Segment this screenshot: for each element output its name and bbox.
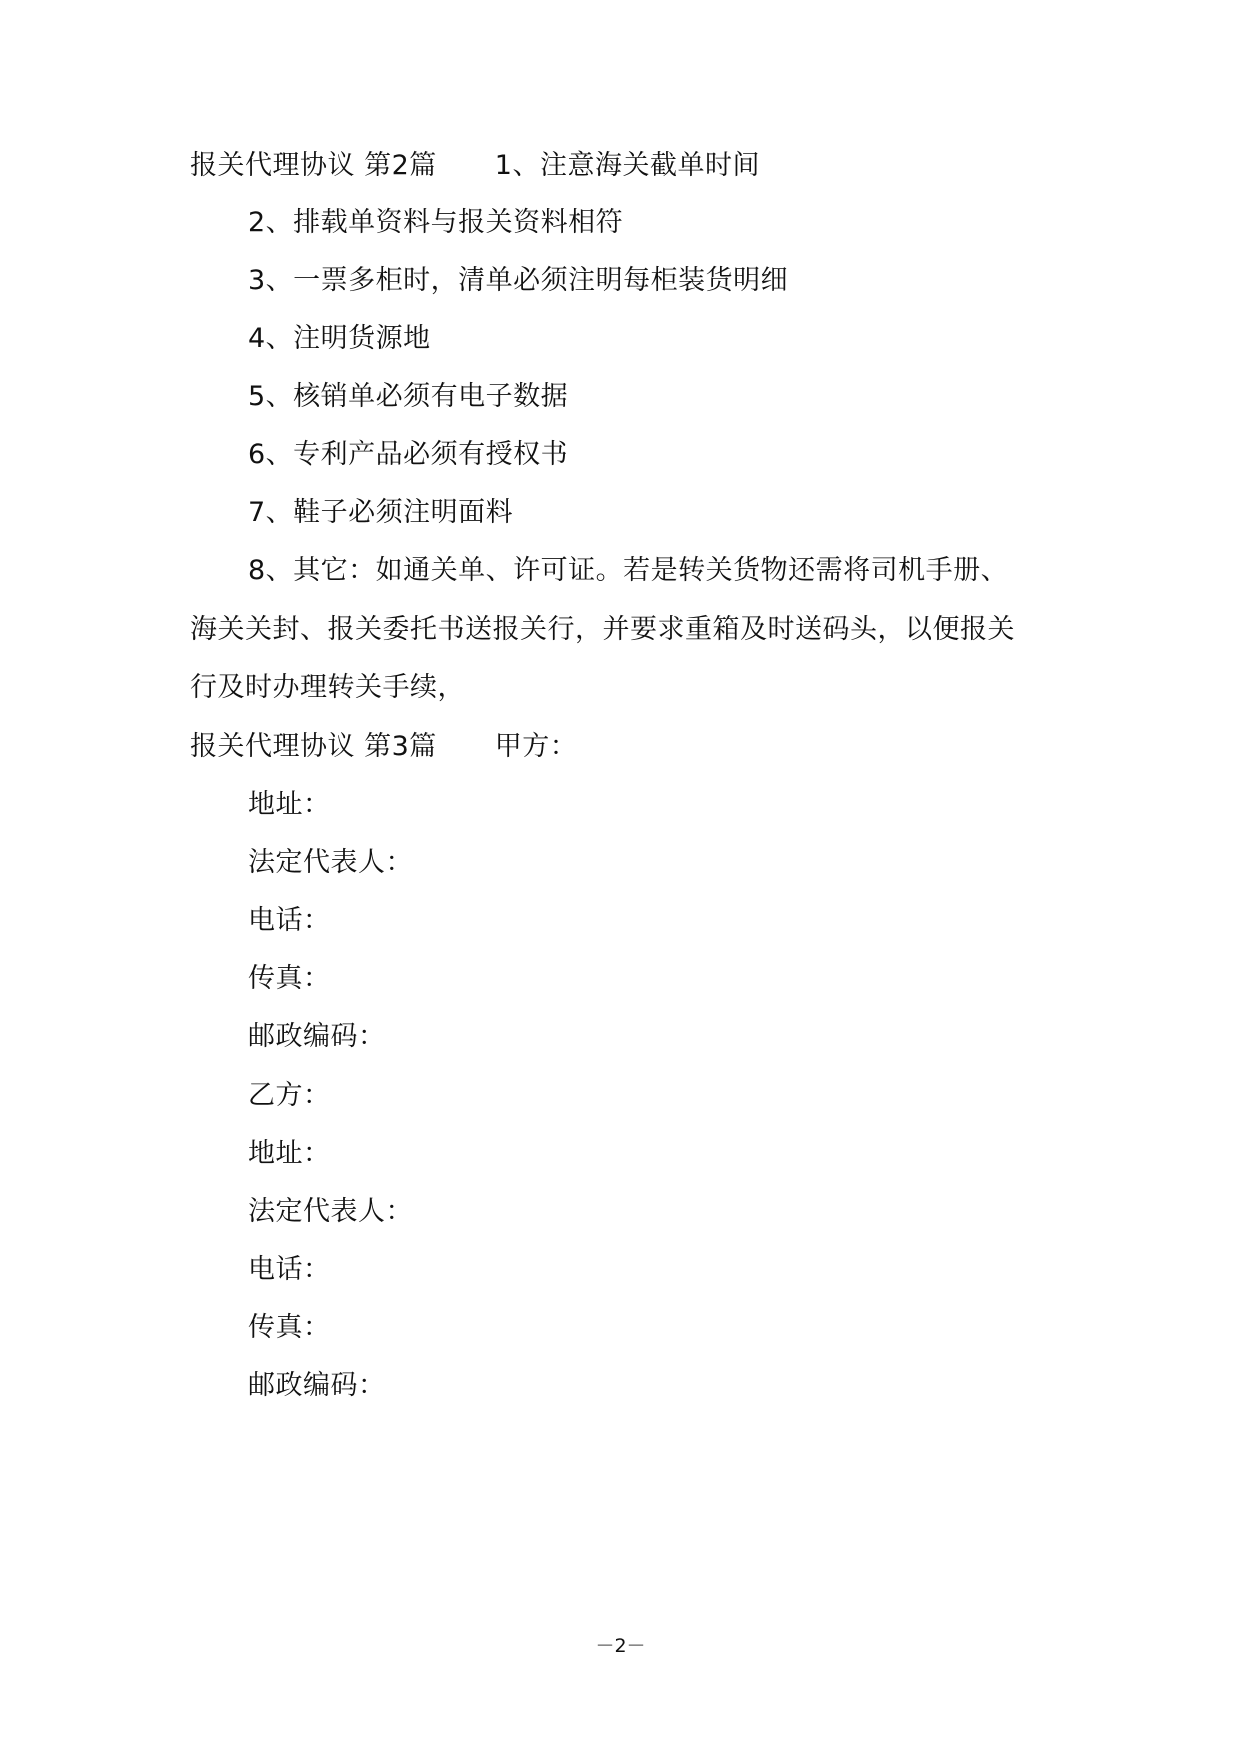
list-item: 7、鞋子必须注明面料 [248, 497, 514, 528]
list-item: 1、注意海关截单时间 [494, 150, 760, 181]
party-b-label: 乙方： [248, 1080, 331, 1111]
list-item-8-line-2: 海关关封、报关委托书送报关行，并要求重箱及时送码头，以便报关 [190, 614, 1015, 645]
section-2-heading-line [190, 146, 760, 186]
party-b-address: 地址： [248, 1138, 331, 1169]
list-item-8-line-3: 行及时办理转关手续， [190, 672, 465, 703]
list-item: 3、一票多柜时，清单必须注明每柜装货明细 [248, 265, 789, 296]
list-item: 2、排载单资料与报关资料相符 [248, 207, 624, 238]
page-number: －2－ [595, 1635, 646, 1657]
party-b-postcode: 邮政编码： [248, 1370, 386, 1401]
party-b-fax: 传真： [248, 1312, 331, 1343]
section-3-title: 报关代理协议 第3篇 [190, 731, 437, 762]
party-a-fax: 传真： [248, 963, 331, 994]
list-item: 4、注明货源地 [248, 323, 431, 354]
list-item: 6、专利产品必须有授权书 [248, 439, 569, 470]
party-a-address: 地址： [248, 789, 331, 820]
party-a-postcode: 邮政编码： [248, 1021, 386, 1052]
list-item-8-line-1: 8、其它：如通关单、许可证。若是转关货物还需将司机手册、 [248, 555, 1009, 586]
party-b-legal-rep: 法定代表人： [248, 1196, 413, 1227]
party-a-phone: 电话： [248, 905, 331, 936]
section-3-heading-line [190, 727, 577, 767]
party-b-phone: 电话： [248, 1254, 331, 1285]
section-2-title: 报关代理协议 第2篇 [190, 150, 437, 181]
party-a-legal-rep: 法定代表人： [248, 847, 413, 878]
party-a-label: 甲方： [494, 731, 578, 762]
list-item: 5、核销单必须有电子数据 [248, 381, 569, 412]
